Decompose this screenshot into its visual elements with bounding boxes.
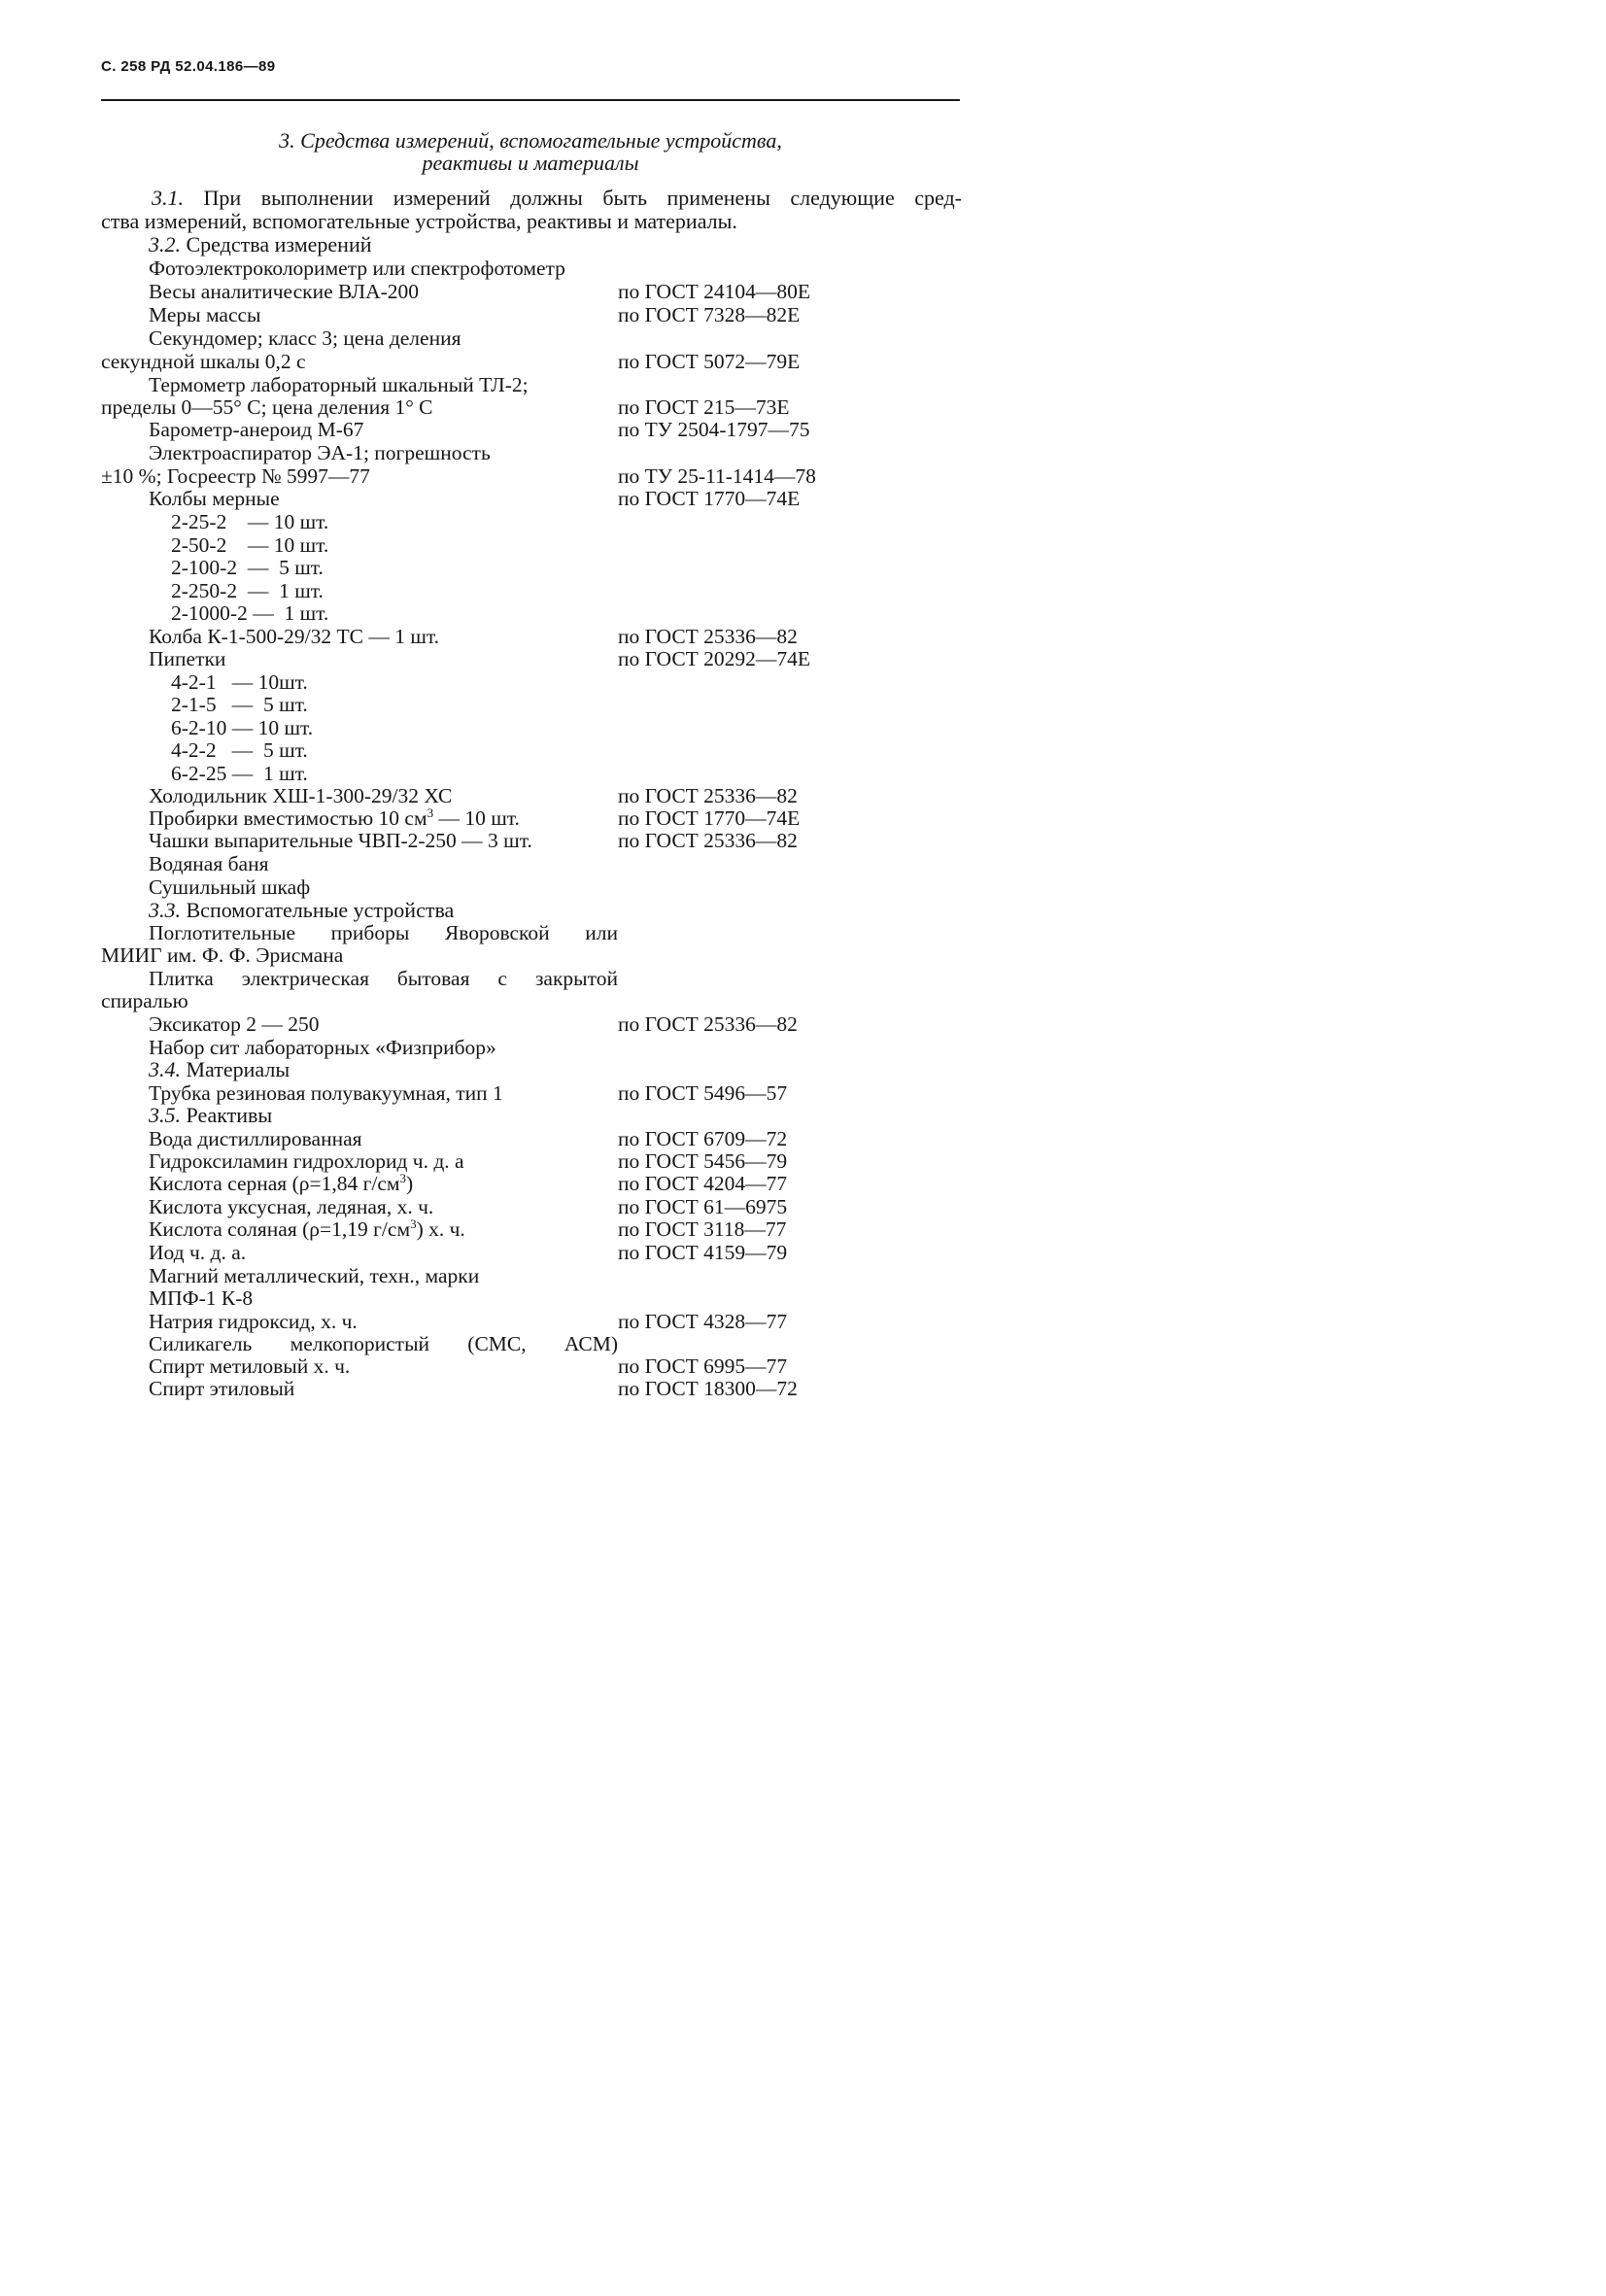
pipette-item: 6-2-25 — 1 шт. bbox=[171, 762, 308, 785]
subsection-num: 3.4. bbox=[149, 1057, 181, 1081]
standard-ref: по ГОСТ 5496—57 bbox=[618, 1081, 788, 1105]
list-item: МИИГ им. Ф. Ф. Эрисмана bbox=[101, 943, 344, 967]
section-title-line1: 3. Средства измерений, вспомогательные устройства, bbox=[279, 128, 782, 153]
flask-item: 2-250-2 — 1 шт. bbox=[171, 579, 324, 602]
standard-ref: по ГОСТ 1770—74Е bbox=[618, 806, 801, 830]
pipette-item: 2-1-5 — 5 шт. bbox=[171, 693, 308, 716]
list-item: Натрия гидроксид, х. ч. bbox=[149, 1310, 358, 1333]
standard-ref: по ГОСТ 1770—74Е bbox=[618, 487, 801, 510]
list-item: Колба К-1-500-29/32 ТС — 1 шт. bbox=[149, 625, 440, 648]
subsection-num: 3.2. bbox=[149, 232, 181, 257]
list-item: Кислота соляная (ρ=1,19 $г/см^3$) х. ч. bbox=[149, 1216, 465, 1241]
pipette-item: 6-2-10 — 10 шт. bbox=[171, 716, 314, 739]
standard-ref: по ГОСТ 4159—79 bbox=[618, 1241, 788, 1264]
subsection-title: Материалы bbox=[186, 1057, 290, 1081]
subsection-title: Средства измерений bbox=[186, 232, 372, 257]
list-item: Эксикатор 2 — 250 bbox=[149, 1012, 320, 1036]
list-item: пределы 0—55° С; цена деления 1° С bbox=[101, 395, 433, 419]
list-item: Весы аналитические ВЛА-200 bbox=[149, 280, 420, 303]
standard-ref: по ГОСТ 6709—72 bbox=[618, 1127, 788, 1150]
standard-ref: по ГОСТ 5072—79Е bbox=[618, 350, 801, 373]
list-item: Иод ч. д. а. bbox=[149, 1241, 247, 1264]
standard-ref: по ГОСТ 24104—80Е bbox=[618, 280, 811, 303]
list-item: Пипетки bbox=[149, 647, 226, 670]
header-rule bbox=[101, 99, 960, 101]
list-item: спиралью bbox=[101, 989, 188, 1012]
list-item: Спирт метиловый х. ч. bbox=[149, 1354, 351, 1378]
list-item: Термометр лабораторный шкальный ТЛ-2; bbox=[149, 373, 529, 396]
subsection-title: Реактивы bbox=[186, 1103, 273, 1127]
standard-ref: по ГОСТ 18300—72 bbox=[618, 1377, 798, 1400]
list-item: МПФ-1 К-8 bbox=[149, 1286, 254, 1310]
list-item: Вода дистиллированная bbox=[149, 1127, 362, 1150]
standard-ref: по ГОСТ 61—6975 bbox=[618, 1195, 788, 1218]
pipette-item: 4-2-1 — 10шт. bbox=[171, 670, 308, 694]
standard-ref: по ГОСТ 215—73Е bbox=[618, 395, 790, 419]
list-item: Силикагель мелкопористый (СМС, АСМ) bbox=[149, 1332, 618, 1355]
list-item: Секундомер; класс 3; цена деления bbox=[149, 326, 461, 350]
list-item: Трубка резиновая полувакуумная, тип 1 bbox=[149, 1081, 503, 1105]
standard-ref: по ГОСТ 5456—79 bbox=[618, 1149, 788, 1173]
list-item: Колбы мерные bbox=[149, 487, 280, 510]
subsection-3-3 bbox=[149, 899, 454, 922]
standard-ref: по ГОСТ 25336—82 bbox=[618, 625, 798, 648]
intro-num: 3.1. bbox=[152, 186, 184, 210]
list-item: Водяная баня bbox=[149, 852, 269, 875]
intro-line1: При выполнении измерений должны быть применены следующие сред- bbox=[203, 186, 962, 210]
subsection-num: 3.5. bbox=[149, 1103, 181, 1127]
list-item: Пробирки вместимостью 10 $см^3$ — 10 шт. bbox=[149, 805, 520, 830]
subsection-num: 3.3. bbox=[149, 898, 181, 922]
standard-ref: по ГОСТ 25336—82 bbox=[618, 829, 798, 852]
list-item: Фотоэлектроколориметр или спектрофотометр bbox=[149, 257, 565, 280]
standard-ref: по ГОСТ 4328—77 bbox=[618, 1310, 788, 1333]
list-item: Барометр-анероид М-67 bbox=[149, 418, 364, 441]
subsection-3-4 bbox=[149, 1058, 290, 1081]
list-item: Плитка электрическая бытовая с закрытой bbox=[149, 967, 618, 990]
standard-ref: по ГОСТ 7328—82Е bbox=[618, 303, 801, 326]
list-item: Магний металлический, техн., марки bbox=[149, 1264, 480, 1287]
standard-ref: по ГОСТ 25336—82 bbox=[618, 1012, 798, 1036]
standard-ref: по ГОСТ 3118—77 bbox=[618, 1217, 787, 1241]
list-item: Холодильник ХШ-1-300-29/32 ХС bbox=[149, 784, 453, 807]
list-item: Электроаспиратор ЭА-1; погрешность bbox=[149, 441, 491, 464]
list-item: Спирт этиловый bbox=[149, 1377, 295, 1400]
list-item: Чашки выпарительные ЧВП-2-250 — 3 шт. bbox=[149, 829, 532, 852]
subsection-title: Вспомогательные устройства bbox=[186, 898, 455, 922]
pipette-item: 4-2-2 — 5 шт. bbox=[171, 738, 308, 762]
standard-ref: по ТУ 25-11-1414—78 bbox=[618, 464, 816, 488]
list-item: секундной шкалы 0,2 с bbox=[101, 350, 306, 373]
standard-ref: по ГОСТ 20292—74Е bbox=[618, 647, 811, 670]
list-item: Кислота уксусная, ледяная, х. ч. bbox=[149, 1195, 434, 1218]
subsection-3-5 bbox=[149, 1104, 272, 1127]
standard-ref: по ГОСТ 4204—77 bbox=[618, 1172, 788, 1195]
list-item: Гидроксиламин гидрохлорид ч. д. а bbox=[149, 1149, 464, 1173]
flask-item: 2-100-2 — 5 шт. bbox=[171, 556, 324, 579]
section-title-line2: реактивы и материалы bbox=[422, 151, 639, 175]
list-item: ±10 %; Госреестр № 5997—77 bbox=[101, 464, 370, 488]
intro-para-line1 bbox=[101, 187, 962, 210]
standard-ref: по ТУ 2504-1797—75 bbox=[618, 418, 810, 441]
list-item: Кислота серная (ρ=1,84 $г/см^3$) bbox=[149, 1170, 414, 1195]
running-head: С. 258 РД 52.04.186—89 bbox=[101, 58, 276, 75]
list-item: Набор сит лабораторных «Физприбор» bbox=[149, 1036, 496, 1059]
list-item: Меры массы bbox=[149, 303, 261, 326]
subsection-3-2 bbox=[149, 233, 372, 257]
flask-item: 2-50-2 — 10 шт. bbox=[171, 533, 329, 557]
standard-ref: по ГОСТ 25336—82 bbox=[618, 784, 798, 807]
flask-item: 2-1000-2 — 1 шт. bbox=[171, 601, 329, 625]
standard-ref: по ГОСТ 6995—77 bbox=[618, 1354, 788, 1378]
list-item: Сушильный шкаф bbox=[149, 875, 311, 899]
intro-line2: ства измерений, вспомогательные устройства, реактивы и материалы. bbox=[101, 209, 737, 233]
flask-item: 2-25-2 — 10 шт. bbox=[171, 510, 329, 533]
list-item: Поглотительные приборы Яворовской или bbox=[149, 921, 618, 944]
